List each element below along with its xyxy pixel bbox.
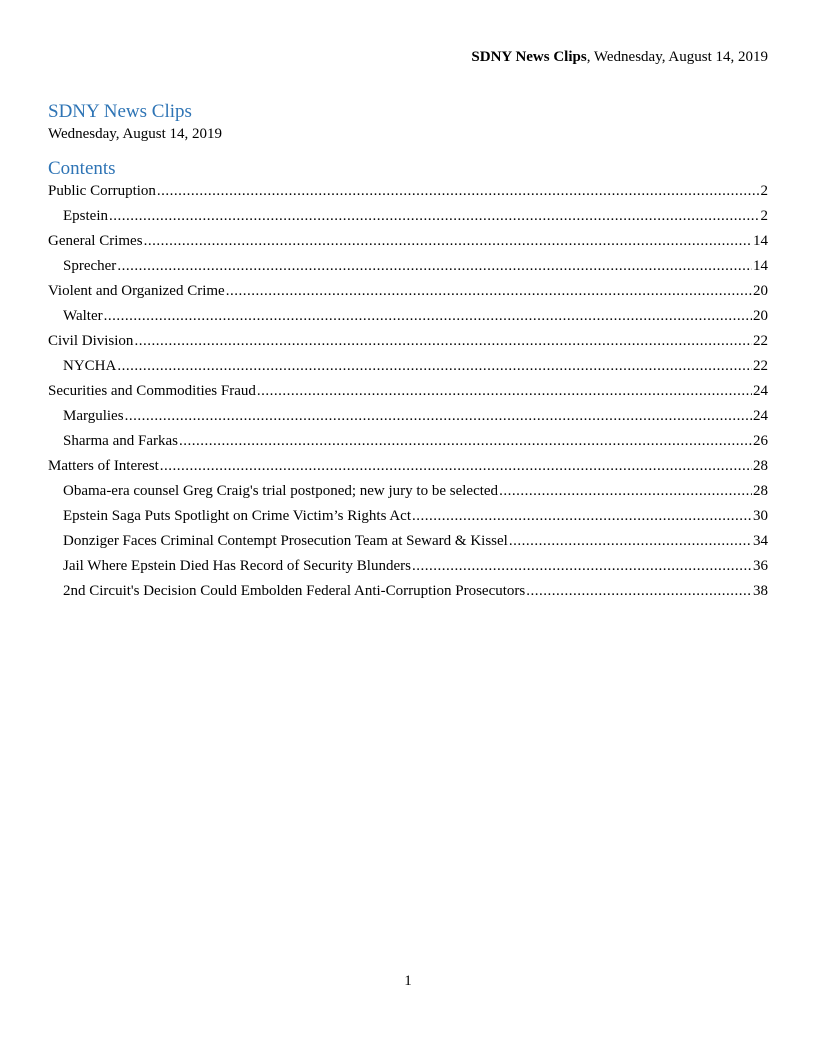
toc-entry-label[interactable]: Civil Division [48,333,134,349]
toc-entry-page-number[interactable]: 22 [753,333,768,349]
toc-section-entry[interactable] [48,181,768,206]
toc-dot-leader [109,206,760,226]
toc-dot-leader [499,481,752,501]
toc-subsection-entry[interactable] [48,256,768,281]
running-header [471,48,768,66]
toc-entry-label[interactable]: Matters of Interest [48,458,159,474]
toc-dot-leader [509,531,752,551]
table-of-contents [48,181,768,606]
document-date: Wednesday, August 14, 2019 [48,126,223,142]
toc-dot-leader [412,556,752,576]
toc-section-entry[interactable] [48,281,768,306]
toc-subsection-entry[interactable] [48,206,768,231]
toc-dot-leader [117,256,752,276]
toc-dot-leader [144,231,752,251]
toc-dot-leader [117,356,752,376]
toc-entry-label[interactable]: Sharma and Farkas [63,433,178,449]
toc-entry-page-number[interactable]: 2 [760,183,768,199]
toc-section-entry[interactable] [48,231,768,256]
toc-entry-page-number[interactable]: 22 [753,358,768,374]
toc-entry-page-number[interactable]: 2 [760,208,768,224]
toc-entry-page-number[interactable]: 20 [753,283,768,299]
header-publication: SDNY News Clips [471,49,587,65]
toc-subsection-entry[interactable] [48,306,768,331]
toc-dot-leader [412,506,752,526]
toc-entry-page-number[interactable]: 26 [753,433,768,449]
toc-entry-page-number[interactable]: 14 [753,258,768,274]
toc-dot-leader [179,431,752,451]
page-number: 1 [404,973,412,989]
toc-dot-leader [157,181,760,201]
toc-entry-label[interactable]: Walter [63,308,103,324]
toc-dot-leader [104,306,752,326]
toc-dot-leader [526,581,752,601]
toc-subsection-entry[interactable] [48,406,768,431]
toc-section-entry[interactable] [48,331,768,356]
toc-entry-page-number[interactable]: 34 [753,533,768,549]
toc-entry-label[interactable]: Epstein Saga Puts Spotlight on Crime Victim’s Rights Act [63,508,412,524]
toc-entry-label[interactable]: Violent and Organized Crime [48,283,225,299]
toc-entry-label[interactable]: Sprecher [63,258,117,274]
header-date: , Wednesday, August 14, 2019 [586,49,768,65]
toc-entry-label[interactable]: NYCHA [63,358,117,374]
toc-entry-page-number[interactable]: 24 [753,408,768,424]
toc-entry-label[interactable]: Margulies [63,408,124,424]
toc-dot-leader [257,381,752,401]
toc-subsection-entry[interactable] [48,431,768,456]
toc-section-entry[interactable] [48,381,768,406]
toc-entry-page-number[interactable]: 38 [753,583,768,599]
toc-subsection-entry[interactable] [48,356,768,381]
toc-entry-page-number[interactable]: 14 [753,233,768,249]
toc-subsection-entry[interactable] [48,506,768,531]
toc-subsection-entry[interactable] [48,481,768,506]
toc-entry-label[interactable]: Epstein [63,208,108,224]
contents-heading: Contents [48,158,116,179]
toc-entry-label[interactable]: General Crimes [48,233,143,249]
toc-subsection-entry[interactable] [48,531,768,556]
toc-entry-label[interactable]: Obama-era counsel Greg Craig's trial postponed; new jury to be selected [63,483,499,499]
toc-entry-label[interactable]: Public Corruption [48,183,156,199]
toc-subsection-entry[interactable] [48,581,768,606]
toc-entry-page-number[interactable]: 28 [753,458,768,474]
toc-dot-leader [160,456,752,476]
toc-dot-leader [125,406,752,426]
toc-section-entry[interactable] [48,456,768,481]
toc-dot-leader [226,281,752,301]
toc-entry-page-number[interactable]: 24 [753,383,768,399]
toc-entry-label[interactable]: Securities and Commodities Fraud [48,383,256,399]
document-title: SDNY News Clips [48,101,192,122]
toc-dot-leader [134,331,752,351]
toc-subsection-entry[interactable] [48,556,768,581]
toc-entry-page-number[interactable]: 36 [753,558,768,574]
toc-entry-page-number[interactable]: 30 [753,508,768,524]
toc-entry-label[interactable]: Donziger Faces Criminal Contempt Prosecution Team at Seward & Kissel [63,533,508,549]
toc-entry-page-number[interactable]: 28 [753,483,768,499]
toc-entry-label[interactable]: Jail Where Epstein Died Has Record of Security Blunders [63,558,411,574]
toc-entry-page-number[interactable]: 20 [753,308,768,324]
toc-entry-label[interactable]: 2nd Circuit's Decision Could Embolden Federal Anti-Corruption Prosecutors [63,583,526,599]
